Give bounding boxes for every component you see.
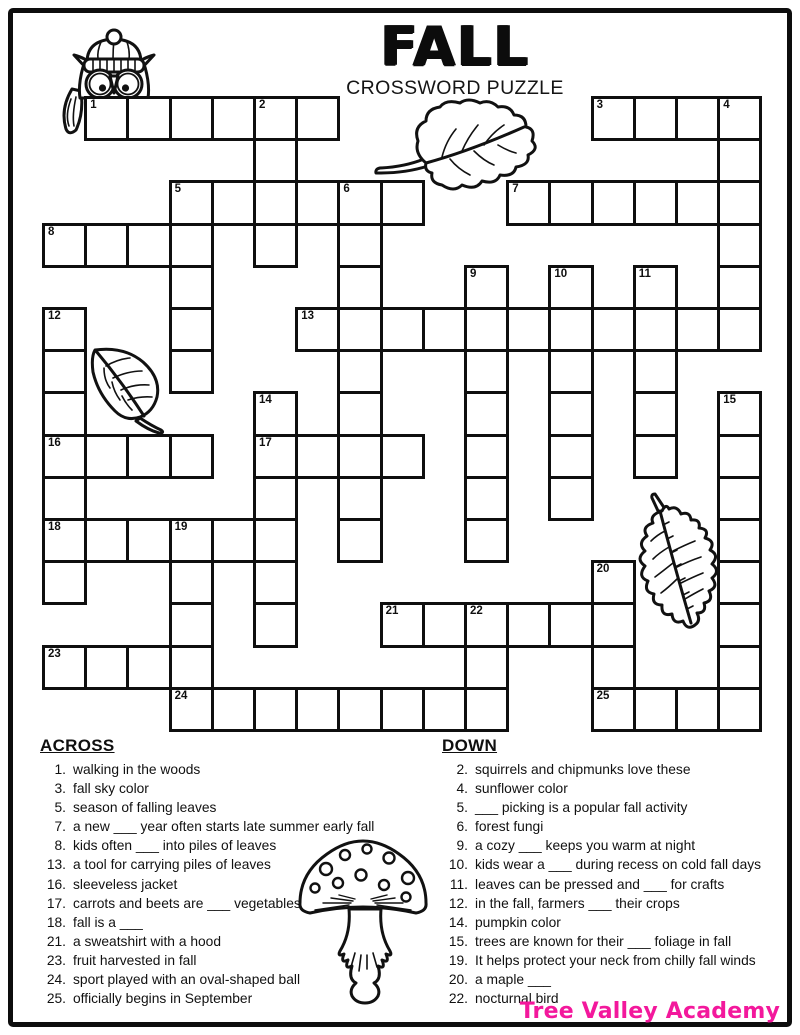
clue-number: 10. xyxy=(448,857,468,873)
cell-number: 18 xyxy=(48,521,61,533)
grid-cell[interactable] xyxy=(548,602,593,647)
grid-cell[interactable] xyxy=(42,349,87,394)
cell-number: 23 xyxy=(48,647,61,660)
cell-number: 12 xyxy=(48,310,61,322)
grid-cell[interactable] xyxy=(211,687,256,732)
grid-cell[interactable] xyxy=(337,434,382,479)
grid-cell[interactable] xyxy=(464,391,509,436)
grid-cell[interactable] xyxy=(464,645,509,690)
clue-row xyxy=(38,817,438,836)
cell-number: 3 xyxy=(596,99,603,111)
grid-cell[interactable] xyxy=(169,645,214,690)
clue-number: 24. xyxy=(46,972,66,988)
grid-cell[interactable] xyxy=(126,518,171,563)
clue-row xyxy=(38,989,438,1008)
grid-cell[interactable] xyxy=(591,307,636,352)
clue-row xyxy=(440,855,788,874)
birch-leaf-icon xyxy=(86,344,168,436)
grid-cell[interactable] xyxy=(84,518,129,563)
grid-cell[interactable] xyxy=(717,138,762,183)
clue-row xyxy=(38,932,438,951)
grid-cell[interactable] xyxy=(591,645,636,690)
clue-text: fall is a ___ xyxy=(73,914,143,930)
down-section xyxy=(440,736,788,1008)
grid-cell[interactable] xyxy=(253,96,298,141)
grid-cell[interactable] xyxy=(506,602,551,647)
grid-cell[interactable] xyxy=(717,434,762,479)
grid-cell[interactable] xyxy=(548,307,593,352)
clue-text: kids wear a ___ during recess on cold fall days xyxy=(475,857,762,873)
grid-cell[interactable] xyxy=(295,687,340,732)
grid-cell[interactable] xyxy=(506,307,551,352)
clue-row xyxy=(440,913,788,932)
grid-cell[interactable] xyxy=(211,180,256,225)
grid-cell[interactable] xyxy=(591,687,636,732)
grid-cell[interactable] xyxy=(464,476,509,521)
clue-number: 5. xyxy=(456,800,468,816)
grid-cell[interactable] xyxy=(42,560,87,605)
across-heading: ACROSS xyxy=(40,736,115,755)
grid-cell[interactable] xyxy=(42,391,87,436)
grid-cell[interactable] xyxy=(633,434,678,479)
grid-cell[interactable] xyxy=(717,476,762,521)
grid-cell[interactable] xyxy=(633,265,678,310)
grid-cell[interactable] xyxy=(337,349,382,394)
clue-row xyxy=(440,951,788,970)
grid-cell[interactable] xyxy=(169,96,214,141)
branding: Tree Valley Academy xyxy=(519,999,780,1024)
clue-row xyxy=(440,798,788,817)
cell-number: 8 xyxy=(48,225,55,238)
clue-row xyxy=(38,913,438,932)
clue-number: 2. xyxy=(456,762,468,777)
clue-row xyxy=(440,894,788,913)
grid-cell[interactable] xyxy=(464,434,509,479)
clue-row xyxy=(440,875,788,894)
clue-number: 6. xyxy=(456,819,468,835)
clue-text: pumpkin color xyxy=(475,914,561,930)
clue-text: It helps protect your neck from chilly fall winds xyxy=(475,952,756,968)
grid-cell[interactable] xyxy=(633,391,678,436)
cell-number: 5 xyxy=(174,183,181,196)
grid-cell[interactable] xyxy=(337,476,382,521)
clue-text: forest fungi xyxy=(475,819,544,835)
cell-number: 6 xyxy=(343,183,350,196)
grid-cell[interactable] xyxy=(295,307,340,352)
clue-row xyxy=(38,894,438,913)
clue-row xyxy=(440,779,788,798)
cell-number: 2 xyxy=(259,99,266,111)
clue-text: carrots and beets are ___ vegetables xyxy=(73,895,301,911)
clue-number: 12. xyxy=(448,895,468,911)
clue-number: 3. xyxy=(54,781,66,797)
grid-cell[interactable] xyxy=(169,687,214,732)
grid-cell[interactable] xyxy=(717,602,762,647)
cell-number: 10 xyxy=(554,267,568,280)
grid-cell[interactable] xyxy=(422,687,467,732)
clue-text: fruit harvested in fall xyxy=(73,952,197,968)
grid-cell[interactable] xyxy=(548,391,593,436)
grid-cell[interactable] xyxy=(591,96,636,141)
clue-number: 7. xyxy=(54,819,66,835)
grid-cell[interactable] xyxy=(591,602,636,647)
clue-row xyxy=(38,798,438,817)
grid-cell[interactable] xyxy=(380,307,425,352)
clue-row xyxy=(440,760,788,779)
grid-cell[interactable] xyxy=(253,518,298,563)
grid-cell[interactable] xyxy=(42,645,87,690)
grid-cell[interactable] xyxy=(464,349,509,394)
grid-cell[interactable] xyxy=(464,518,509,563)
grid-cell[interactable] xyxy=(253,223,298,268)
grid-cell[interactable] xyxy=(42,434,87,479)
clue-number: 18. xyxy=(46,914,66,930)
grid-cell[interactable] xyxy=(169,180,214,225)
grid-cell[interactable] xyxy=(591,180,636,225)
grid-cell[interactable] xyxy=(295,180,340,225)
clue-number: 15. xyxy=(448,933,468,949)
grid-cell[interactable] xyxy=(464,307,509,352)
grid-cell[interactable] xyxy=(253,687,298,732)
grid-cell[interactable] xyxy=(253,391,298,436)
grid-cell[interactable] xyxy=(717,180,762,225)
cell-number: 17 xyxy=(259,436,272,449)
grid-cell[interactable] xyxy=(169,602,214,647)
grid-cell[interactable] xyxy=(675,687,720,732)
clue-row xyxy=(38,970,438,989)
grid-cell[interactable] xyxy=(717,645,762,690)
clue-number: 20. xyxy=(448,972,468,988)
grid-cell[interactable] xyxy=(253,476,298,521)
grid-cell[interactable] xyxy=(337,265,382,310)
cell-number: 20 xyxy=(596,563,610,576)
grid-cell[interactable] xyxy=(169,434,214,479)
clue-row xyxy=(440,836,788,855)
grid-cell[interactable] xyxy=(337,307,382,352)
cell-number: 7 xyxy=(512,183,519,196)
serrated-leaf-icon xyxy=(366,97,546,195)
grid-cell[interactable] xyxy=(126,223,171,268)
clue-number: 16. xyxy=(46,876,66,892)
grid-cell[interactable] xyxy=(253,180,298,225)
clue-text: a sweatshirt with a hood xyxy=(73,933,222,949)
clue-row xyxy=(38,951,438,970)
grid-cell[interactable] xyxy=(633,307,678,352)
clue-text: kids often ___ into piles of leaves xyxy=(73,838,277,854)
clue-number: 8. xyxy=(54,838,66,854)
clue-number: 11. xyxy=(449,876,468,892)
clue-text: fall sky color xyxy=(73,781,149,797)
grid-cell[interactable] xyxy=(548,476,593,521)
grid-cell[interactable] xyxy=(253,434,298,479)
grid-cell[interactable] xyxy=(253,560,298,605)
across-section xyxy=(38,736,438,1008)
cell-number: 15 xyxy=(723,394,736,407)
grid-cell[interactable] xyxy=(422,307,467,352)
clue-text: nocturnal bird xyxy=(475,991,559,1007)
clue-number: 25. xyxy=(46,991,66,1007)
clue-text: trees are known for their ___ foliage in fall xyxy=(475,933,732,949)
grid-cell[interactable] xyxy=(380,602,425,647)
grid-cell[interactable] xyxy=(548,349,593,394)
grid-cell[interactable] xyxy=(337,687,382,732)
clue-text: squirrels and chipmunks love these xyxy=(475,762,691,777)
grid-cell[interactable] xyxy=(717,223,762,268)
grid-cell[interactable] xyxy=(126,96,171,141)
grid-cell[interactable] xyxy=(675,307,720,352)
grid-cell[interactable] xyxy=(169,518,214,563)
grid-cell[interactable] xyxy=(126,645,171,690)
clue-row xyxy=(440,932,788,951)
grid-cell[interactable] xyxy=(548,434,593,479)
clue-text: a tool for carrying piles of leaves xyxy=(73,857,271,873)
grid-cell[interactable] xyxy=(717,391,762,436)
page-title: FALL xyxy=(380,15,530,78)
grid-cell[interactable] xyxy=(169,307,214,352)
grid-cell[interactable] xyxy=(211,518,256,563)
grid-cell[interactable] xyxy=(717,265,762,310)
grid-cell[interactable] xyxy=(84,96,129,141)
clue-text: sleeveless jacket xyxy=(73,876,178,892)
grid-cell[interactable] xyxy=(464,602,509,647)
cell-number: 16 xyxy=(48,436,61,449)
grid-cell[interactable] xyxy=(253,602,298,647)
cell-number: 25 xyxy=(596,689,610,702)
grid-cell[interactable] xyxy=(337,518,382,563)
cell-number: 9 xyxy=(470,267,477,280)
grid-cell[interactable] xyxy=(169,560,214,605)
clue-number: 22. xyxy=(448,991,468,1007)
grid-cell[interactable] xyxy=(548,180,593,225)
grid-cell[interactable] xyxy=(253,138,298,183)
grid-cell[interactable] xyxy=(717,560,762,605)
down-list xyxy=(440,760,788,1008)
clue-number: 9. xyxy=(456,838,468,854)
clue-text: leaves can be pressed and ___ for crafts xyxy=(475,876,725,892)
grid-cell[interactable] xyxy=(675,96,720,141)
grid-cell[interactable] xyxy=(169,349,214,394)
cell-number: 24 xyxy=(174,689,188,702)
clue-row xyxy=(38,875,438,894)
grid-cell[interactable] xyxy=(211,96,256,141)
grid-cell[interactable] xyxy=(633,687,678,732)
grid-cell[interactable] xyxy=(295,434,340,479)
page-subtitle: CROSSWORD PUZZLE xyxy=(346,77,564,99)
clue-number: 4. xyxy=(456,781,468,797)
cell-number: 22 xyxy=(470,605,483,618)
grid-cell[interactable] xyxy=(464,687,509,732)
grid-cell[interactable] xyxy=(84,434,129,479)
oak-leaf-icon xyxy=(633,491,719,643)
clue-row xyxy=(38,760,438,779)
cell-number: 21 xyxy=(385,605,399,618)
grid-cell[interactable] xyxy=(633,96,678,141)
across-list xyxy=(38,760,438,1008)
grid-cell[interactable] xyxy=(633,349,678,394)
title-block xyxy=(305,15,605,100)
clue-text: walking in the woods xyxy=(73,762,201,777)
grid-cell[interactable] xyxy=(169,265,214,310)
grid-cell[interactable] xyxy=(337,223,382,268)
clue-number: 17. xyxy=(46,895,66,911)
grid-cell[interactable] xyxy=(633,180,678,225)
clue-text: officially begins in September xyxy=(73,991,253,1007)
grid-cell[interactable] xyxy=(717,307,762,352)
clue-text: a maple ___ xyxy=(475,972,551,988)
clue-text: sport played with an oval-shaped ball xyxy=(73,972,301,988)
grid-cell[interactable] xyxy=(548,265,593,310)
down-heading: DOWN xyxy=(442,736,498,755)
clue-text: a new ___ year often starts late summer early fall xyxy=(73,819,375,835)
grid-cell[interactable] xyxy=(464,265,509,310)
grid-cell[interactable] xyxy=(717,687,762,732)
grid-cell[interactable] xyxy=(380,434,425,479)
cell-number: 11 xyxy=(638,267,651,280)
clue-number: 5. xyxy=(54,800,66,816)
grid-cell[interactable] xyxy=(675,180,720,225)
grid-cell[interactable] xyxy=(84,223,129,268)
grid-cell[interactable] xyxy=(717,518,762,563)
grid-cell[interactable] xyxy=(42,476,87,521)
cell-number: 19 xyxy=(174,521,188,533)
clue-text: season of falling leaves xyxy=(73,800,217,816)
clue-row xyxy=(38,836,438,855)
clue-number: 21. xyxy=(46,933,66,949)
clue-text: a cozy ___ keeps you warm at night xyxy=(475,838,696,854)
clue-number: 19. xyxy=(448,952,468,968)
grid-cell[interactable] xyxy=(169,223,214,268)
clue-row xyxy=(38,855,438,874)
clue-number: 23. xyxy=(46,952,66,968)
clue-number: 13. xyxy=(46,857,66,873)
clue-row xyxy=(38,779,438,798)
clue-row xyxy=(440,970,788,989)
grid-cell[interactable] xyxy=(42,307,87,352)
clue-text: in the fall, farmers ___ their crops xyxy=(475,895,680,911)
grid-cell[interactable] xyxy=(422,602,467,647)
grid-cell[interactable] xyxy=(126,434,171,479)
cell-number: 4 xyxy=(723,99,730,111)
grid-cell[interactable] xyxy=(295,96,340,141)
clue-number: 14. xyxy=(448,914,468,930)
grid-cell[interactable] xyxy=(380,687,425,732)
grid-cell[interactable] xyxy=(591,560,636,605)
cell-number: 1 xyxy=(90,99,97,111)
cell-number: 14 xyxy=(259,394,272,407)
cell-number: 13 xyxy=(301,310,314,322)
grid-cell[interactable] xyxy=(42,518,87,563)
clue-text: sunflower color xyxy=(475,781,568,797)
clue-number: 1. xyxy=(54,762,66,777)
clue-row xyxy=(440,817,788,836)
grid-cell[interactable] xyxy=(337,391,382,436)
clue-text: ___ picking is a popular fall activity xyxy=(475,800,688,816)
grid-cell[interactable] xyxy=(84,645,129,690)
grid-cell[interactable] xyxy=(717,96,762,141)
grid-cell[interactable] xyxy=(42,223,87,268)
